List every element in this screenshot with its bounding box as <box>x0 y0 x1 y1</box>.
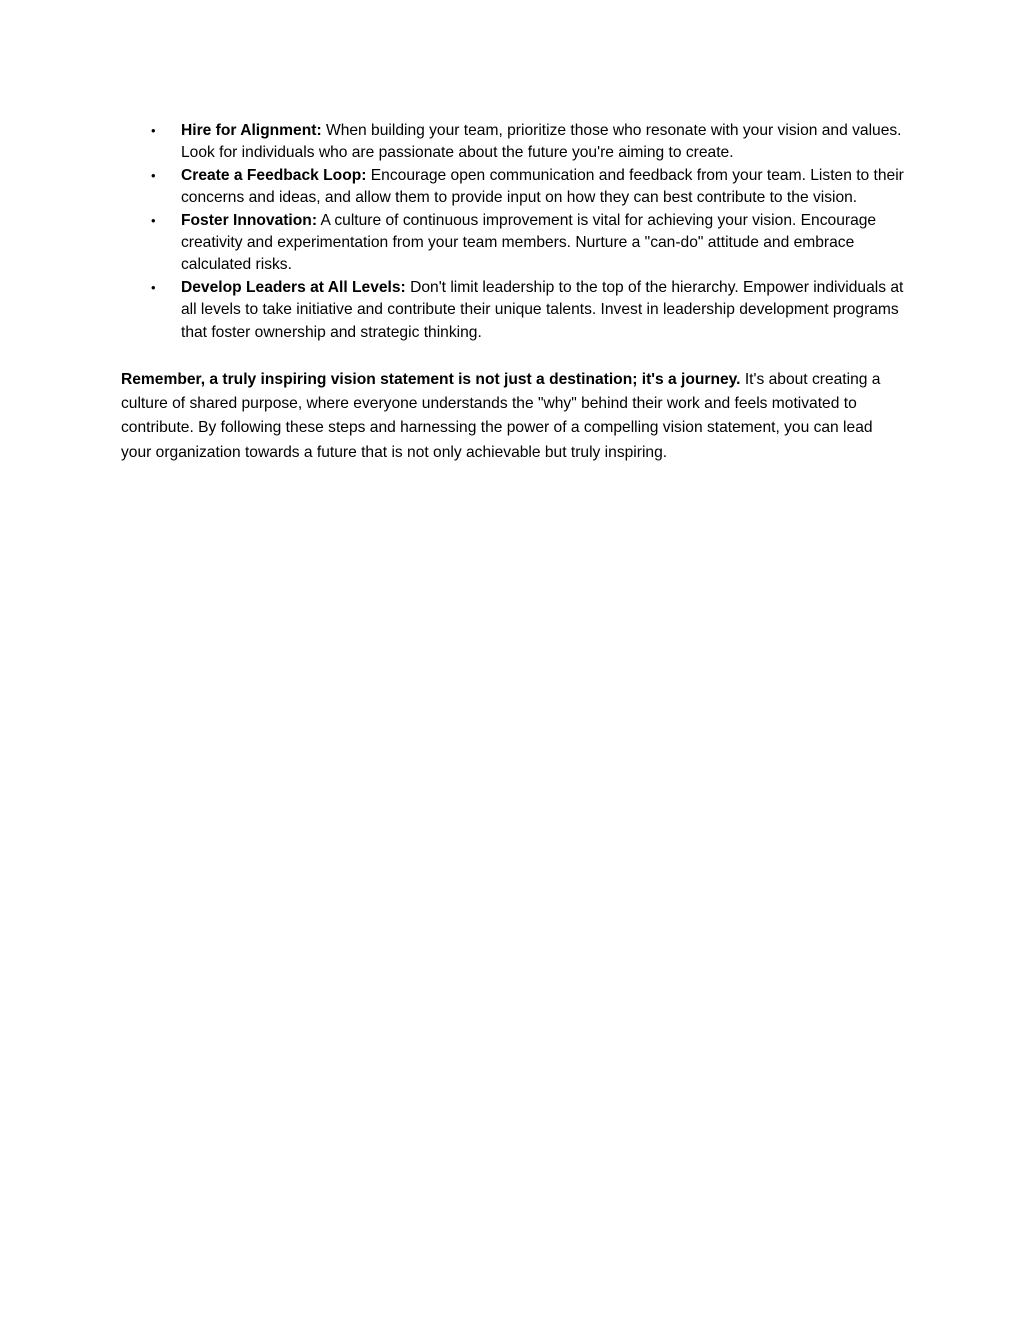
list-item-lead: Hire for Alignment: <box>181 122 322 139</box>
bullet-icon: • <box>151 123 156 138</box>
bullet-icon: • <box>151 279 156 295</box>
closing-lead: Remember, a truly inspiring vision statement is not just a destination; it's a journey. <box>121 371 741 389</box>
list-item <box>121 277 906 344</box>
bullet-list <box>121 120 906 344</box>
bullet-icon: • <box>151 167 156 183</box>
bullet-icon: • <box>151 212 156 228</box>
list-item <box>121 120 906 165</box>
list-item-text: Don't limit leadership to the top of the hierarchy. Empower individuals at all levels to take initiative and contribute their unique talents. Invest in leadership development programs that foster ownership and strategic thinking. <box>181 278 904 341</box>
list-item-lead: Create a Feedback Loop: <box>181 166 367 184</box>
list-item-lead: Develop Leaders at All Levels: <box>181 278 406 296</box>
list-item-text: When building your team, prioritize those who resonate with your vision and values. Look for individuals who are passionate about the future you're aiming to create. <box>181 122 902 162</box>
list-item-text: A culture of continuous improvement is vital for achieving your vision. Encourage creativity and experimentation from your team members. Nurture a "can-do" attitude and embrace calculated risks. <box>181 211 877 274</box>
list-item <box>121 165 906 210</box>
list-item-lead: Foster Innovation: <box>181 211 318 229</box>
page-content <box>121 120 906 465</box>
list-item-text: Encourage open communication and feedback from your team. Listen to their concerns and ideas, and allow them to provide input on how they can best contribute to the vision. <box>181 166 904 207</box>
closing-paragraph <box>121 368 906 465</box>
closing-text: It's about creating a culture of shared purpose, where everyone understands the "why" behind their work and feels motivated to contribute. By following these steps and harnessing the power of a compelling vision statement, you can lead your organization towards a future that is not only achievable but truly inspiring. <box>121 371 881 461</box>
list-item <box>121 210 906 277</box>
